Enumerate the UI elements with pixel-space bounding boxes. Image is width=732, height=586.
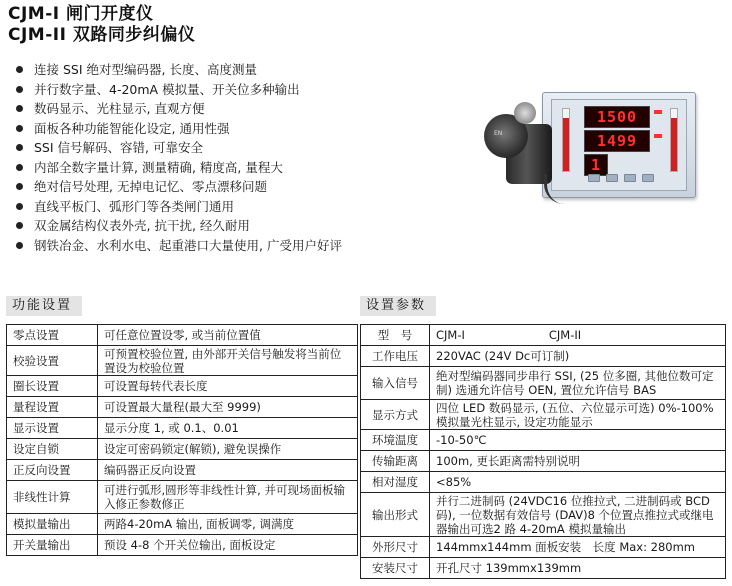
- table-row: [361, 346, 726, 367]
- row-value: 设定可密码锁定(解锁), 避免误操作: [98, 439, 358, 460]
- bullet-icon: [16, 66, 23, 73]
- table-row: [361, 558, 726, 579]
- model-1: CJM-I: [436, 328, 465, 342]
- row-key: 型 号: [361, 325, 430, 346]
- model-cell: [430, 325, 726, 346]
- bullet-icon: [16, 105, 23, 112]
- meter-button: [606, 174, 618, 182]
- bar-graph-left: [562, 108, 570, 172]
- table-row: [361, 325, 726, 346]
- row-key: 输入信号: [361, 367, 430, 400]
- bullet-icon: [16, 164, 23, 171]
- row-key: 设定自锁: [7, 439, 98, 460]
- feature-text: 面板各种功能智能化设定, 通用性强: [34, 120, 230, 136]
- feature-item: [14, 99, 342, 119]
- table-row: [361, 472, 726, 493]
- table-row: [361, 493, 726, 537]
- bullet-icon: [16, 222, 23, 229]
- row-value: 四位 LED 数码显示, (五位、六位显示可选) 0%-100%模拟量光柱显示, 设定功能显示: [430, 400, 726, 430]
- row-value: -10-50℃: [430, 430, 726, 451]
- row-value: 绝对型编码器同步串行 SSI, (25 位多圈, 其他位数可定制) 选通允许信号 OEN, 置位允许信号 BAS: [430, 367, 726, 400]
- feature-text: 直线平板门、弧形门等各类闸门通用: [34, 198, 235, 214]
- row-value: 两路4-20mA 输出, 面板调零, 调满度: [98, 514, 358, 535]
- feature-item: [14, 80, 342, 100]
- product-photo: [478, 84, 728, 214]
- feature-text: 钢铁冶金、水利水电、起重港口大量使用, 广受用户好评: [34, 237, 342, 253]
- row-key: 显示方式: [361, 400, 430, 430]
- row-key: 传输距离: [361, 451, 430, 472]
- led-display-3: 1: [584, 154, 608, 176]
- row-value: 开孔尺寸 139mmx139mm: [430, 558, 726, 579]
- table-row: [361, 367, 726, 400]
- table-row: [7, 481, 358, 514]
- table-row: [7, 460, 358, 481]
- bullet-icon: [16, 242, 23, 249]
- row-value: 编码器正反向设置: [98, 460, 358, 481]
- row-value: 可预置校验位置, 由外部开关信号触发将当前位置设为校验位置: [98, 346, 358, 376]
- table-row: [7, 346, 358, 376]
- feature-list: [14, 60, 342, 255]
- spec-params-table: [360, 324, 726, 579]
- bullet-icon: [16, 183, 23, 190]
- bullet-icon: [16, 125, 23, 132]
- indicator-led: [654, 110, 662, 114]
- function-settings-title: 功能设置: [6, 296, 82, 316]
- row-key: 输出形式: [361, 493, 430, 537]
- feature-item: [14, 60, 342, 80]
- table-row: [7, 514, 358, 535]
- table-row: [7, 418, 358, 439]
- table-row: [361, 451, 726, 472]
- row-key: 开关量输出: [7, 535, 98, 556]
- feature-item: [14, 236, 342, 256]
- spec-params-title: 设置参数: [360, 296, 436, 316]
- feature-item: [14, 177, 342, 197]
- feature-text: 绝对信号处理, 无掉电记忆、零点漂移问题: [34, 179, 267, 194]
- row-key: 圈长设置: [7, 376, 98, 397]
- row-key: 环境温度: [361, 430, 430, 451]
- bar-graph-fill: [563, 118, 569, 171]
- row-value: 220VAC (24V Dc可订制): [430, 346, 726, 367]
- table-row: [7, 325, 358, 346]
- feature-text: 连接 SSI 绝对型编码器, 长度、高度测量: [34, 62, 257, 77]
- table-row: [361, 400, 726, 430]
- feature-text: 内部全数字量计算, 测量精确, 精度高, 量程大: [34, 159, 283, 175]
- product-title-2: CJM-II 双路同步纠偏仪: [8, 25, 196, 45]
- encoder-label: EN: [494, 130, 503, 137]
- feature-item: [14, 216, 342, 236]
- indicator-led: [654, 134, 662, 138]
- meter-button: [624, 174, 636, 182]
- row-value: 可任意位置设零, 或当前位置值: [98, 325, 358, 346]
- table-row: [7, 535, 358, 556]
- meter-faceplate: [551, 99, 687, 191]
- feature-item: [14, 138, 342, 158]
- row-key: 模拟量输出: [7, 514, 98, 535]
- row-key: 校验设置: [7, 346, 98, 376]
- meter-button: [588, 174, 600, 182]
- row-key: 显示设置: [7, 418, 98, 439]
- encoder-shaft: [514, 102, 536, 124]
- row-value: 预设 4-8 个开关位输出, 面板设定: [98, 535, 358, 556]
- row-value: 144mmx144mm 面板安装 长度 Max: 280mm: [430, 537, 726, 558]
- table-row: [7, 376, 358, 397]
- feature-text: SSI 信号解码、容错, 可靠安全: [34, 140, 203, 155]
- feature-item: [14, 158, 342, 178]
- feature-item: [14, 197, 342, 217]
- model-2: CJM-II: [548, 328, 582, 342]
- row-key: 量程设置: [7, 397, 98, 418]
- row-value: 显示分度 1, 或 0.1、0.01: [98, 418, 358, 439]
- row-key: 工作电压: [361, 346, 430, 367]
- bullet-icon: [16, 203, 23, 210]
- table-row: [361, 430, 726, 451]
- row-key: 非线性计算: [7, 481, 98, 514]
- bar-graph-fill: [671, 118, 677, 171]
- row-value: 可进行弧形,圆形等非线性计算, 并可现场面板输入修正参数修正: [98, 481, 358, 514]
- row-value: 100m, 更长距离需特别说明: [430, 451, 726, 472]
- table-row: [7, 439, 358, 460]
- function-settings-table: [6, 324, 358, 556]
- feature-text: 双金属结构仪表外壳, 抗干扰, 经久耐用: [34, 218, 250, 233]
- row-value: 并行二进制码 (24VDC16 位推拉式, 二进制码或 BCD 码), 一位数据有效信号 (DAV)8 个位置点推拉式或继电器输出可选2 路 4-20mA 模拟量输出: [430, 493, 726, 537]
- table-row: [7, 397, 358, 418]
- encoder-cable: [544, 174, 567, 204]
- row-key: 正反向设置: [7, 460, 98, 481]
- led-display-1: 1500: [584, 106, 650, 128]
- led-display-2: 1499: [584, 130, 650, 152]
- row-key: 零点设置: [7, 325, 98, 346]
- product-title-1: CJM-I 闸门开度仪: [8, 4, 154, 24]
- bullet-icon: [16, 86, 23, 93]
- table-row: [361, 537, 726, 558]
- row-value: 可设置每转代表长度: [98, 376, 358, 397]
- row-value: 可设置最大量程(最大至 9999): [98, 397, 358, 418]
- meter-button: [642, 174, 654, 182]
- feature-text: 数码显示、光柱显示, 直观方便: [34, 101, 205, 116]
- bullet-icon: [16, 144, 23, 151]
- row-key: 安装尺寸: [361, 558, 430, 579]
- feature-item: [14, 119, 342, 139]
- feature-text: 并行数字量、4-20mA 模拟量、开关位多种输出: [34, 81, 300, 97]
- bar-graph-right: [670, 108, 678, 172]
- row-value: <85%: [430, 472, 726, 493]
- row-key: 相对湿度: [361, 472, 430, 493]
- row-key: 外形尺寸: [361, 537, 430, 558]
